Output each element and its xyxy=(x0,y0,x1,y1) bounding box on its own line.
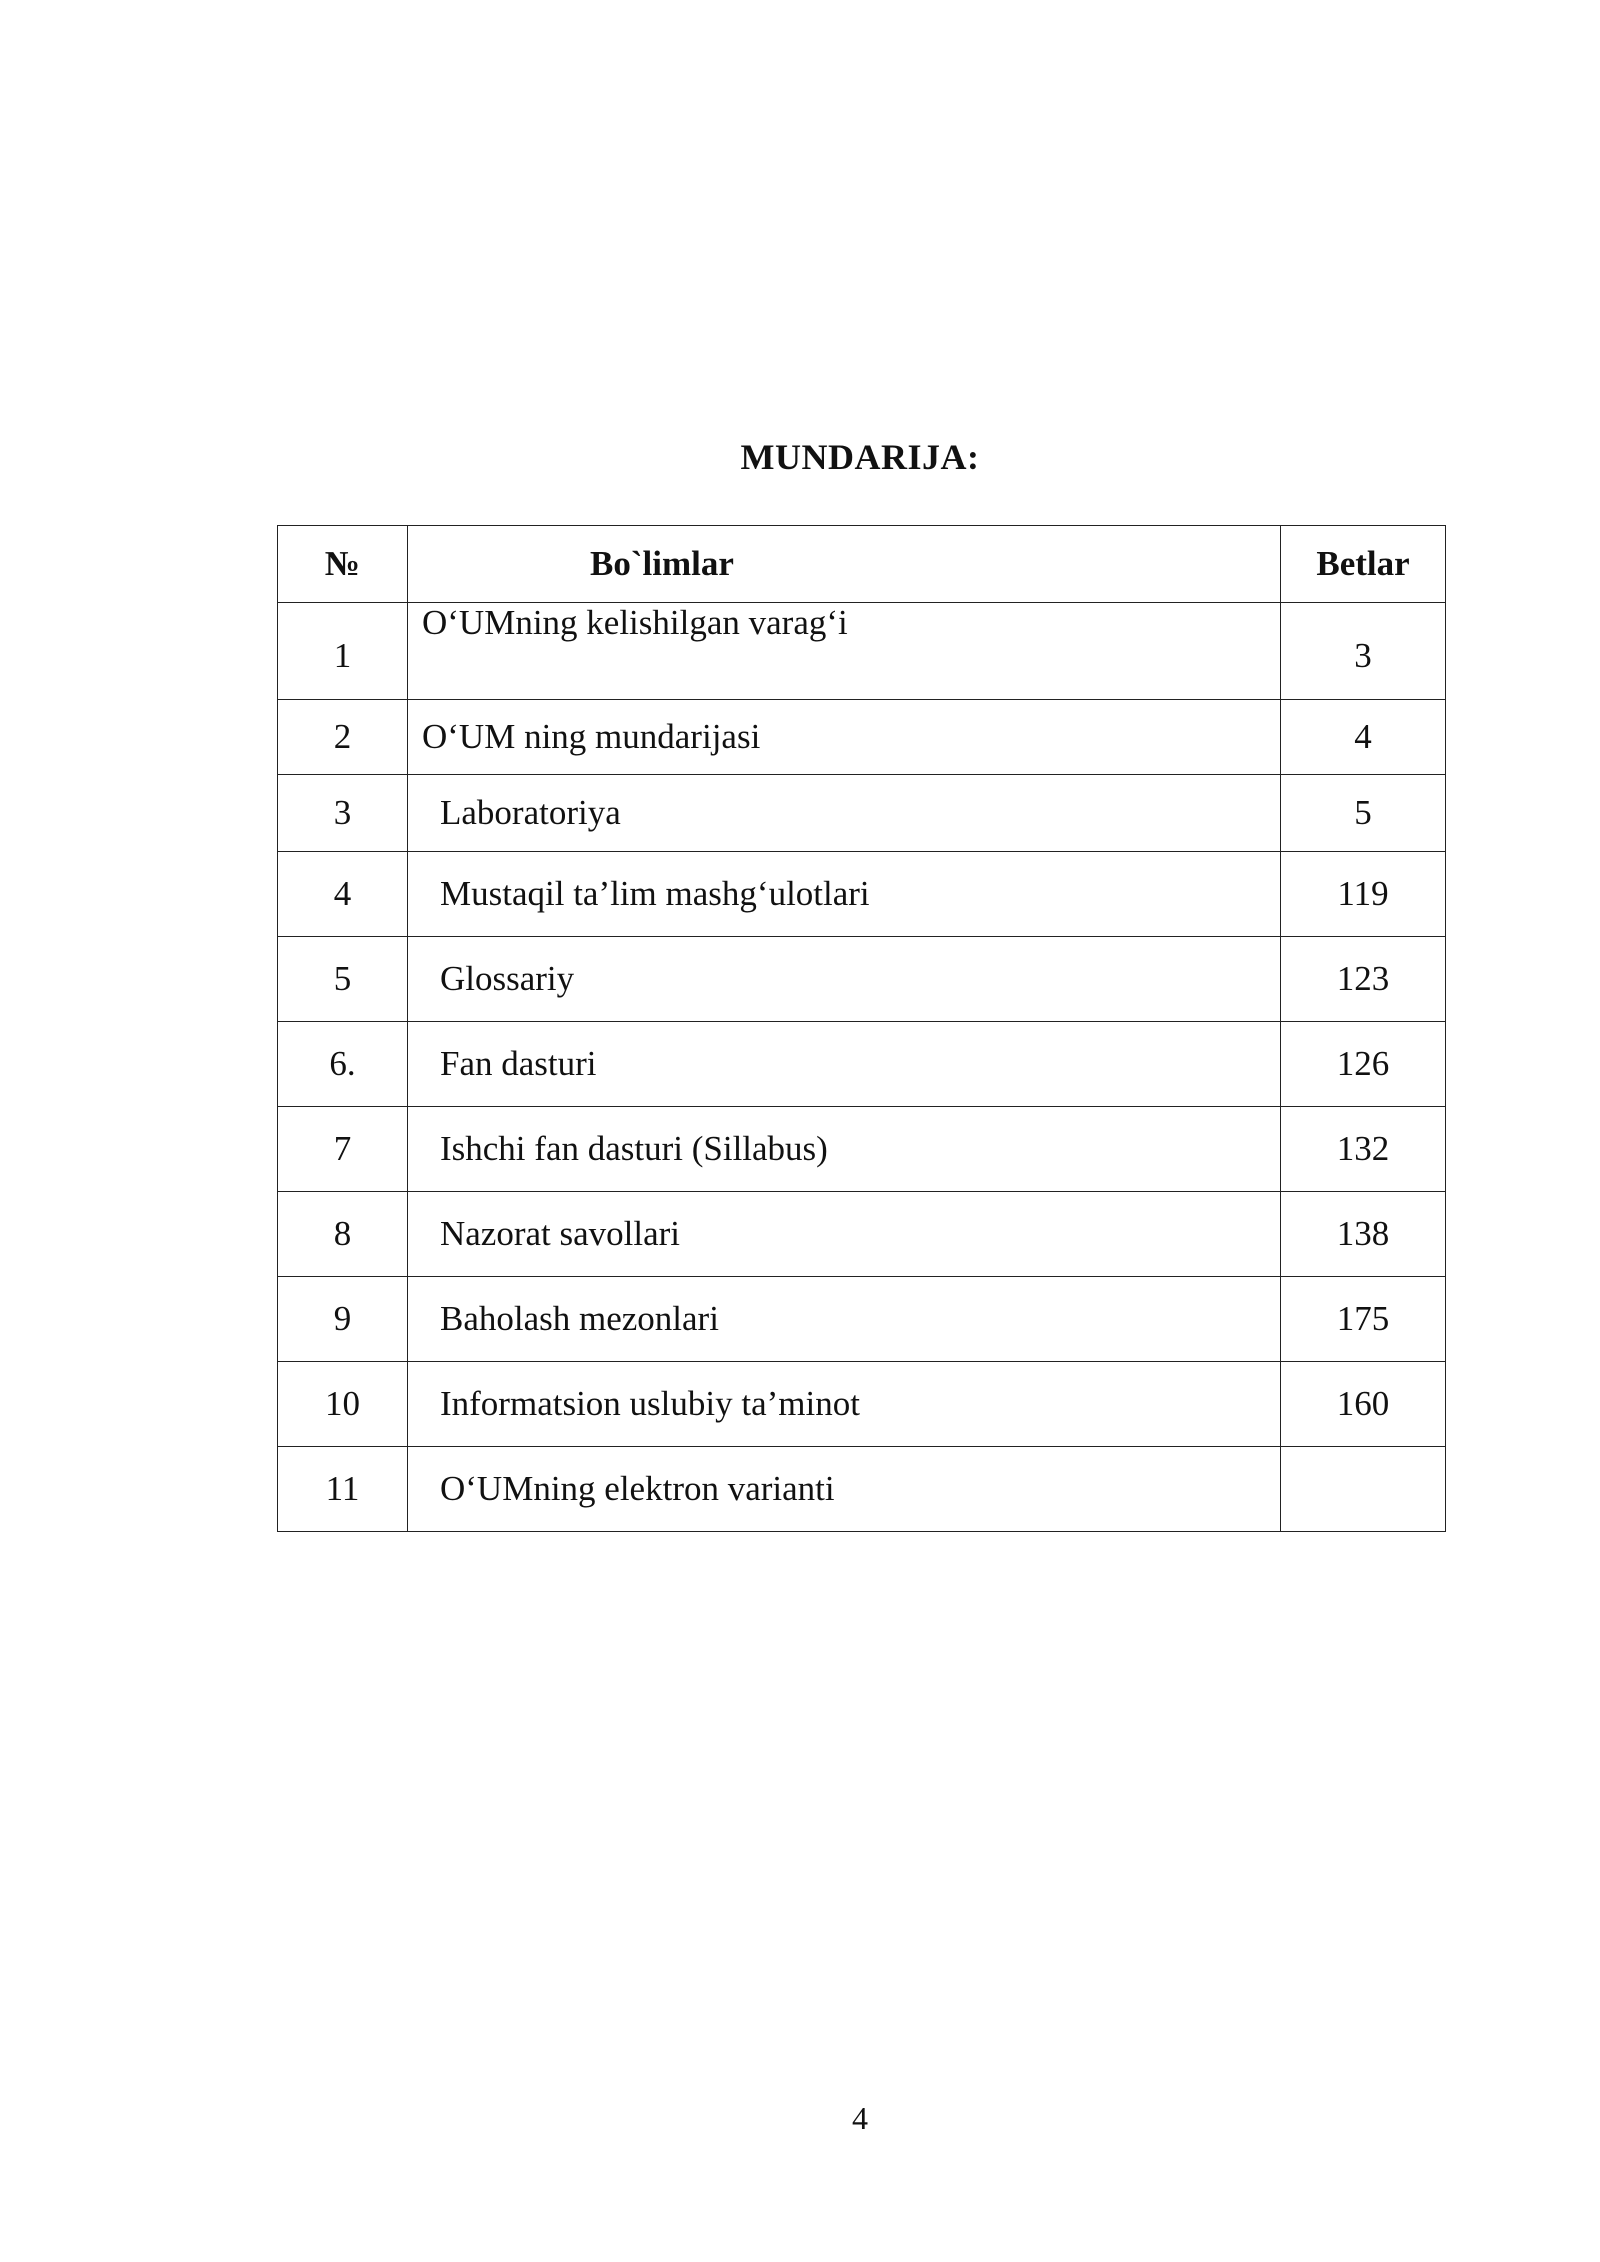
row-number: 10 xyxy=(278,1362,408,1447)
row-section: Laboratoriya xyxy=(408,775,1281,852)
row-number: 5 xyxy=(278,937,408,1022)
table-row xyxy=(278,1277,1446,1362)
row-page: 175 xyxy=(1281,1277,1446,1362)
row-section: Ishchi fan dasturi (Sillabus) xyxy=(408,1107,1281,1192)
row-number: 7 xyxy=(278,1107,408,1192)
row-page: 123 xyxy=(1281,937,1446,1022)
table-row xyxy=(278,1107,1446,1192)
table-row xyxy=(278,852,1446,937)
table-row xyxy=(278,1447,1446,1532)
page-title: MUNDARIJA: xyxy=(740,437,980,477)
row-section: O‘UMning elektron varianti xyxy=(408,1447,1281,1532)
row-section: Fan dasturi xyxy=(408,1022,1281,1107)
table-body xyxy=(278,603,1446,1532)
row-section: O‘UMning kelishilgan varag‘i xyxy=(408,603,1281,700)
table-header xyxy=(278,526,1446,603)
row-section: Mustaqil ta’lim mashg‘ulotlari xyxy=(408,852,1281,937)
row-page: 3 xyxy=(1281,603,1446,700)
row-page: 5 xyxy=(1281,775,1446,852)
row-section: Glossariy xyxy=(408,937,1281,1022)
row-page: 119 xyxy=(1281,852,1446,937)
row-page: 160 xyxy=(1281,1362,1446,1447)
row-page: 138 xyxy=(1281,1192,1446,1277)
row-number: 1 xyxy=(278,603,408,700)
page-number: 4 xyxy=(852,2100,868,2136)
row-page: 4 xyxy=(1281,700,1446,775)
row-number: 3 xyxy=(278,775,408,852)
row-number: 4 xyxy=(278,852,408,937)
row-page xyxy=(1281,1447,1446,1532)
row-number: 2 xyxy=(278,700,408,775)
table-row xyxy=(278,1192,1446,1277)
row-number: 8 xyxy=(278,1192,408,1277)
table-row xyxy=(278,1022,1446,1107)
row-section: Nazorat savollari xyxy=(408,1192,1281,1277)
table-row xyxy=(278,775,1446,852)
header-sections: Bo`limlar xyxy=(408,526,1281,603)
header-pages: Betlar xyxy=(1281,526,1446,603)
row-number: 6. xyxy=(278,1022,408,1107)
table-row xyxy=(278,700,1446,775)
row-section: Informatsion uslubiy ta’minot xyxy=(408,1362,1281,1447)
row-page: 126 xyxy=(1281,1022,1446,1107)
row-section: O‘UM ning mundarijasi xyxy=(408,700,1281,775)
header-number: № xyxy=(278,526,408,603)
row-number: 9 xyxy=(278,1277,408,1362)
table-row xyxy=(278,603,1446,700)
table-of-contents xyxy=(277,525,1446,1532)
table-row xyxy=(278,1362,1446,1447)
row-section: Baholash mezonlari xyxy=(408,1277,1281,1362)
row-number: 11 xyxy=(278,1447,408,1532)
header-row xyxy=(278,526,1446,603)
table-row xyxy=(278,937,1446,1022)
row-page: 132 xyxy=(1281,1107,1446,1192)
